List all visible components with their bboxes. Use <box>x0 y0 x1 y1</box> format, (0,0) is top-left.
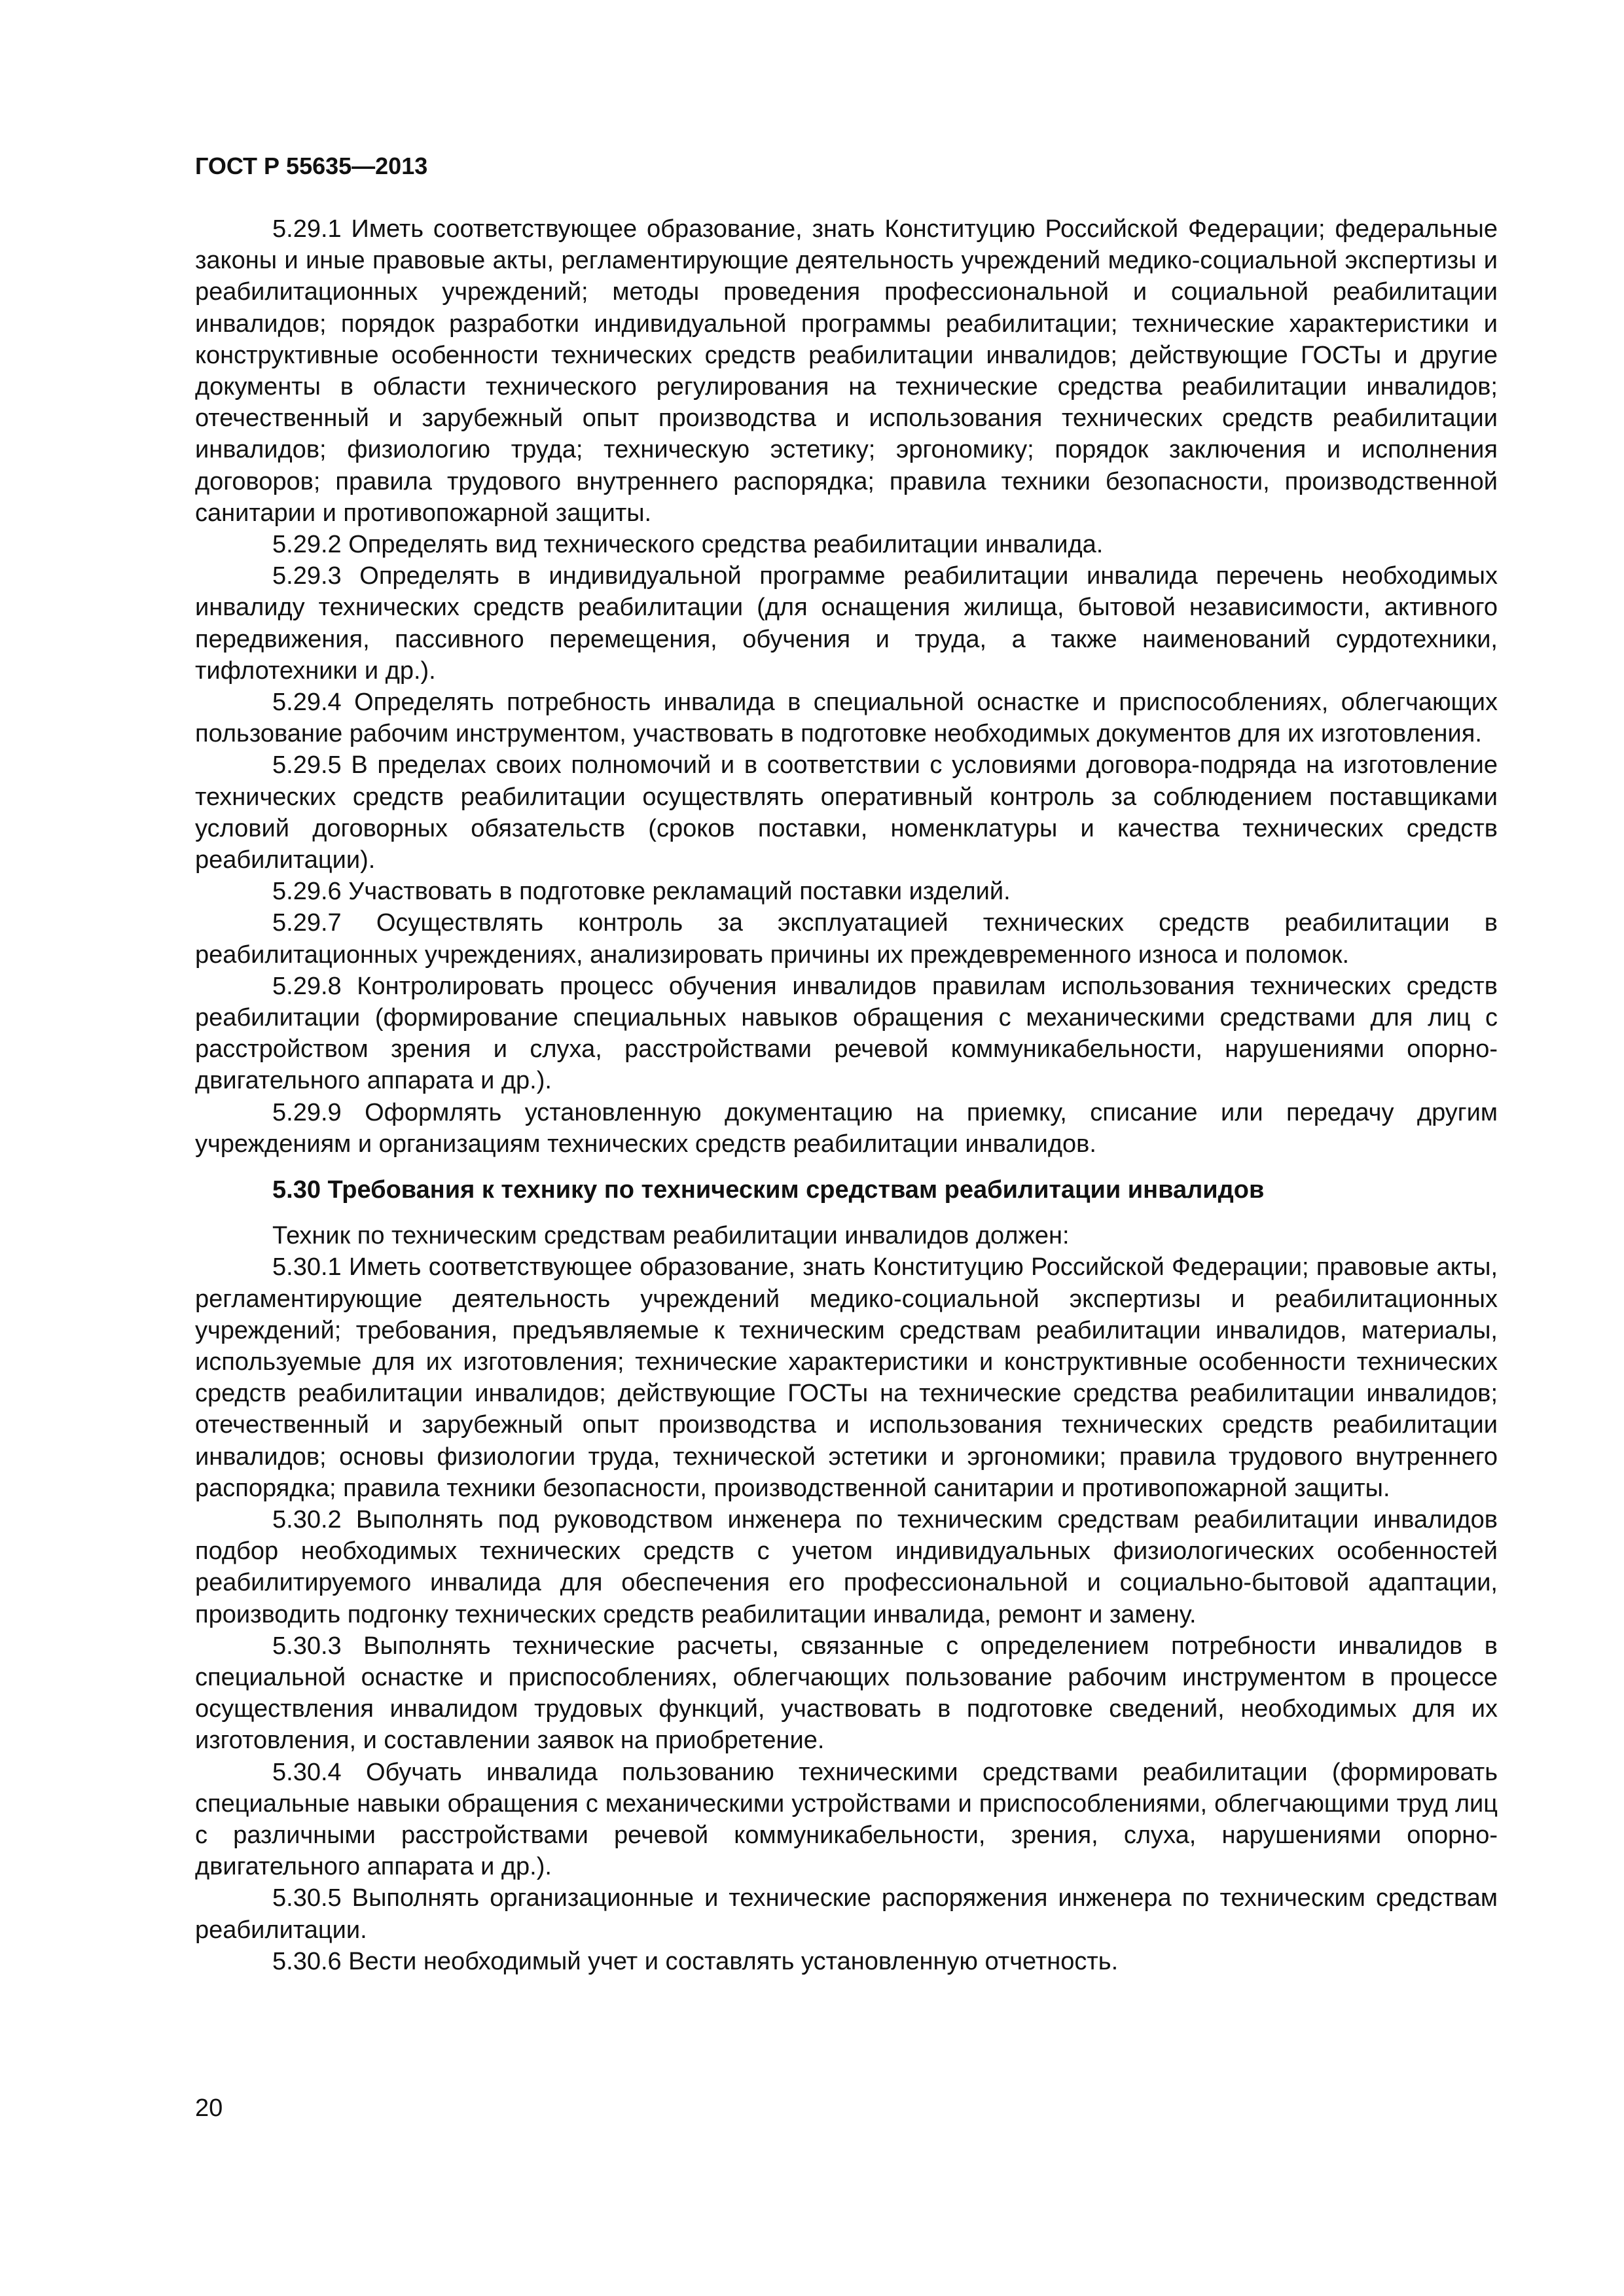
paragraph-5-30-6: 5.30.6 Вести необходимый учет и составлять установленную отчетность. <box>272 1947 1119 1975</box>
paragraph-5-29-7: 5.29.7 Осуществлять контроль за эксплуатацией технических средств реабилитации в реабилитационных учреждениях, анализировать причины их преждевременного износа и поломок. <box>195 909 1498 969</box>
paragraph-5-30-1: 5.30.1 Иметь соответствующее образование, знать Конституцию Российской Федерации; правовые акты, регламентирующие деятельность учреждений медико-социальной экспертизы и реабилитационных учреждений; требования, предъявляемые к техническим средствам реабилитации инвалидов, материалы, используемые для их изготовления; технические характеристики и конструктивные особенности технических средств реабилитации инвалидов; действующие ГОСТы на технические средства реабилитации инвалидов; отечественный и зарубежный опыт производства и использования технических средств реабилитации инвалидов; основы физиологии труда, технической эстетики и эргономики; правила трудового внутреннего распорядка; правила техники безопасности, производственной санитарии и противопожарной защиты. <box>195 1253 1498 1502</box>
paragraph-5-29-1: 5.29.1 Иметь соответствующее образование, знать Конституцию Российской Федерации; федеральные законы и иные правовые акты, регламентирующие деятельность учреждений медико-социальной экспертизы и реабилитационных учреждений; методы проведения профессиональной и социальной реабилитации инвалидов; порядок разработки индивидуальной программы реабилитации; технические характеристики и конструктивные особенности технических средств реабилитации инвалидов; действующие ГОСТы и другие документы в области технического регулирования на технические средства реабилитации инвалидов; отечественный и зарубежный опыт производства и использования технических средств реабилитации инвалидов; физиологию труда; техническую эстетику; эргономику; порядок заключения и исполнения договоров; правила трудового внутреннего распорядка; правила техники безопасности, производственной санитарии и противопожарной защиты. <box>195 215 1498 527</box>
document-code: ГОСТ Р 55635—2013 <box>195 152 428 179</box>
page-number: 20 <box>195 2094 223 2122</box>
paragraph-5-29-8: 5.29.8 Контролировать процесс обучения инвалидов правилам использования технических средств реабилитации (формирование специальных навыков обращения с механическими средствами для лиц с расстройством зрения и слуха, расстройствами речевой коммуникабельности, нарушениями опорно-двигательного аппарата и др.). <box>195 972 1498 1095</box>
paragraph-5-29-3: 5.29.3 Определять в индивидуальной программе реабилитации инвалида перечень необходимых инвалиду технических средств реабилитации (для оснащения жилища, бытовой независимости, активного передвижения, пассивного перемещения, обучения и труда, а также наименований сурдотехники, тифлотехники и др.). <box>195 562 1498 685</box>
section-intro-5-30: Техник по техническим средствам реабилитации инвалидов должен: <box>272 1222 1070 1250</box>
paragraph-5-30-4: 5.30.4 Обучать инвалида пользованию техническими средствами реабилитации (формировать специальные навыки обращения с механическими устройствами и приспособлениями, облегчающими труд лиц с различными расстройствами речевой коммуникабельности, зрения, слуха, нарушениями опорно-двигательного аппарата и др.). <box>195 1758 1498 1881</box>
paragraph-5-29-9: 5.29.9 Оформлять установленную документацию на приемку, списание или передачу другим учреждениям и организациям технических средств реабилитации инвалидов. <box>195 1098 1498 1158</box>
paragraph-5-29-6: 5.29.6 Участвовать в подготовке рекламаций поставки изделий. <box>272 878 1011 906</box>
paragraph-5-30-5: 5.30.5 Выполнять организационные и технические распоряжения инженера по техническим средствам реабилитации. <box>195 1884 1498 1944</box>
document-body <box>195 213 1498 1977</box>
section-heading-5-30: 5.30 Требования к технику по техническим средствам реабилитации инвалидов <box>272 1176 1265 1204</box>
paragraph-5-30-3: 5.30.3 Выполнять технические расчеты, связанные с определением потребности инвалидов в специальной оснастке и приспособлениях, облегчающих пользование рабочим инструментом в процессе осуществления инвалидом трудовых функций, участвовать в подготовке сведений, необходимых для их изготовления, и составлении заявок на приобретение. <box>195 1632 1498 1755</box>
paragraph-5-29-5: 5.29.5 В пределах своих полномочий и в соответствии с условиями договора-подряда на изготовление технических средств реабилитации осуществлять оперативный контроль за соблюдением поставщиками условий договорных обязательств (сроков поставки, номенклатуры и качества технических средств реабилитации). <box>195 751 1498 874</box>
paragraph-5-29-4: 5.29.4 Определять потребность инвалида в специальной оснастке и приспособлениях, облегчающих пользование рабочим инструментом, участвовать в подготовке необходимых документов для их изготовления. <box>195 689 1498 748</box>
paragraph-5-30-2: 5.30.2 Выполнять под руководством инженера по техническим средствам реабилитации инвалидов подбор необходимых технических средств с учетом индивидуальных физиологических особенностей реабилитируемого инвалида для обеспечения его профессиональной и социально-бытовой адаптации, производить подгонку технических средств реабилитации инвалида, ремонт и замену. <box>195 1505 1498 1628</box>
paragraph-5-29-2: 5.29.2 Определять вид технического средства реабилитации инвалида. <box>272 531 1104 559</box>
